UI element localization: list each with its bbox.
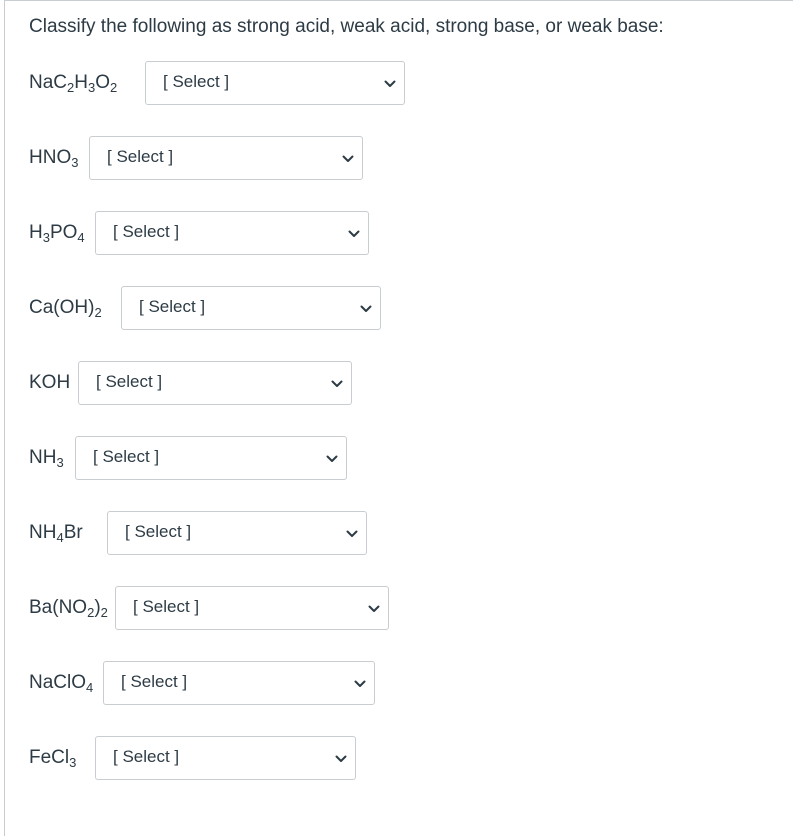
compound-subscript: 2 (87, 605, 95, 620)
answer-row (29, 210, 180, 256)
compound-subscript: 3 (71, 155, 79, 170)
compound-text: H (74, 72, 88, 93)
compound-subscript: 4 (86, 680, 94, 695)
compound-label (29, 447, 64, 469)
compound-label (29, 297, 102, 319)
compound-text: FeCl (29, 747, 70, 768)
question-prompt: Classify the following as strong acid, weak acid, strong base, or weak base: (29, 16, 664, 37)
chevron-down-icon (368, 604, 380, 614)
chevron-down-icon (346, 529, 358, 539)
select-value: [ Select ] (107, 147, 174, 166)
compound-subscript: 4 (77, 230, 85, 245)
compound-label (29, 147, 78, 169)
classification-select[interactable] (95, 211, 369, 255)
compound-text: HNO (29, 147, 72, 168)
compound-text: O (95, 72, 110, 93)
chevron-down-icon (335, 754, 347, 764)
compound-subscript: 3 (87, 80, 96, 95)
compound-label (29, 747, 76, 769)
classification-select[interactable] (107, 511, 367, 555)
classification-select[interactable] (121, 286, 381, 330)
select-value: [ Select ] (96, 372, 163, 391)
question-frame (4, 0, 793, 836)
classification-select[interactable] (89, 136, 363, 180)
compound-subscript: 3 (69, 755, 77, 770)
compound-text: H (29, 222, 43, 243)
compound-subscript: 2 (67, 80, 75, 95)
select-value: [ Select ] (121, 672, 188, 691)
select-value: [ Select ] (125, 522, 192, 541)
compound-subscript: 2 (100, 605, 108, 620)
compound-text: NH (29, 522, 57, 543)
compound-text: Ba(NO (29, 597, 88, 618)
answer-row (29, 135, 174, 181)
chevron-down-icon (360, 304, 372, 314)
classification-select[interactable] (103, 661, 375, 705)
select-value: [ Select ] (139, 297, 206, 316)
classification-select[interactable] (115, 586, 389, 630)
chevron-down-icon (384, 79, 396, 89)
select-value: [ Select ] (163, 72, 230, 91)
answer-row (29, 585, 200, 631)
compound-text: NaC (29, 72, 68, 93)
compound-text: Ca(OH) (29, 297, 95, 318)
answer-row (29, 360, 163, 406)
classification-select[interactable] (78, 361, 352, 405)
classification-select[interactable] (75, 436, 347, 480)
select-value: [ Select ] (133, 597, 200, 616)
compound-text: PO (49, 222, 78, 243)
chevron-down-icon (348, 229, 360, 239)
chevron-down-icon (331, 379, 343, 389)
classification-select[interactable] (95, 736, 356, 780)
compound-label (29, 597, 108, 619)
compound-text: Br (63, 522, 83, 543)
compound-subscript: 2 (110, 80, 118, 95)
classification-select[interactable] (145, 61, 405, 105)
compound-subscript: 2 (94, 305, 102, 320)
compound-label (29, 372, 70, 394)
compound-label (29, 72, 117, 94)
chevron-down-icon (326, 454, 338, 464)
select-value: [ Select ] (113, 747, 180, 766)
compound-text: ) (94, 597, 101, 618)
chevron-down-icon (342, 154, 354, 164)
compound-subscript: 3 (56, 455, 64, 470)
answer-row (29, 285, 206, 331)
answer-row (29, 660, 188, 706)
answer-row (29, 510, 192, 556)
answer-row (29, 60, 230, 106)
select-value: [ Select ] (93, 447, 160, 466)
compound-text: KOH (29, 372, 71, 393)
answer-row (29, 735, 180, 781)
answer-row (29, 435, 160, 481)
compound-label (29, 672, 93, 694)
compound-label (29, 222, 85, 244)
compound-label (29, 522, 83, 544)
select-value: [ Select ] (113, 222, 180, 241)
compound-subscript: 3 (42, 230, 50, 245)
compound-text: NaClO (29, 672, 87, 693)
chevron-down-icon (354, 679, 366, 689)
compound-text: NH (29, 447, 57, 468)
compound-subscript: 4 (56, 530, 64, 545)
